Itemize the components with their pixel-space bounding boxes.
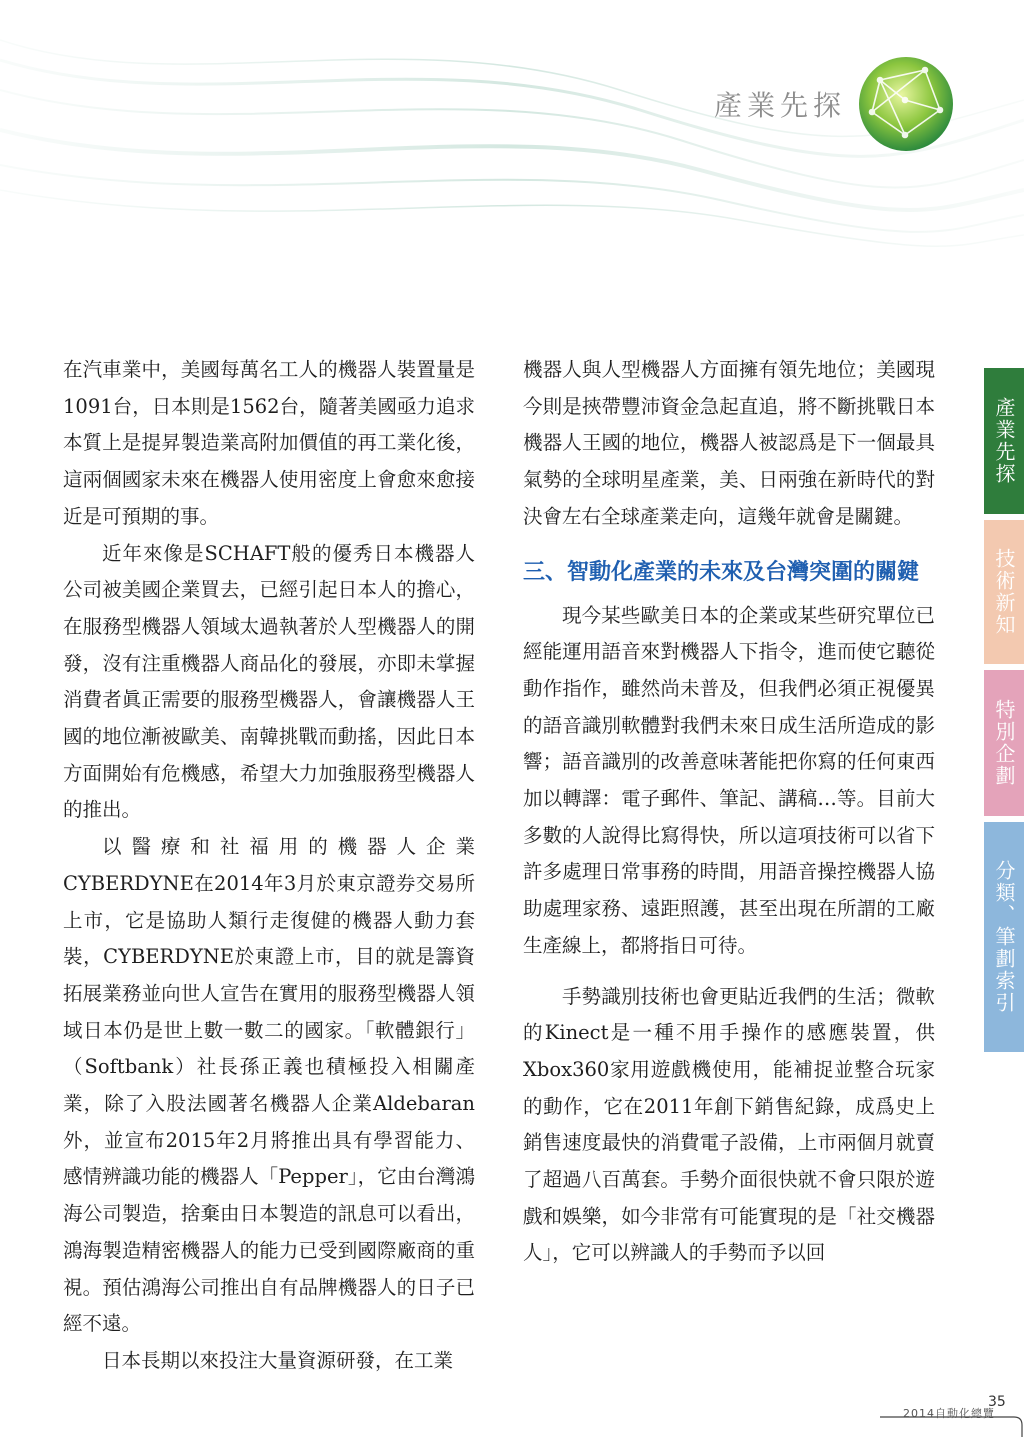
side-tab-special-feature[interactable] [984, 670, 1024, 816]
side-tab-label: 技術新知 [992, 548, 1016, 636]
footer-divider [0, 1395, 1024, 1437]
side-tab-label: 特別企劃 [992, 699, 1016, 787]
side-tab-tech-knowledge[interactable] [984, 520, 1024, 664]
side-tab-label: 分類、筆劃索引 [992, 860, 1016, 1014]
side-tab-index[interactable] [984, 822, 1024, 1052]
paragraph: 日本長期以來投注大量資源研發，在工業 [102, 1348, 454, 1372]
side-tab-label: 產業先探 [992, 397, 1016, 485]
article-left-column [63, 352, 475, 1380]
page-number: 35 [988, 1394, 1006, 1410]
paragraph: 在汽車業中，美國每萬名工人的機器人裝置量是1091台，日本則是1562台，隨著美國亟力追求本質上是提昇製造業高附加價值的再工業化後，這兩個國家未來在機器人使用密度上會愈來愈接近是可預期的事。 [63, 358, 475, 528]
side-tab-industry-outlook[interactable] [984, 368, 1024, 514]
paragraph: 近年來像是SCHAFT般的優秀日本機器人公司被美國企業買去，已經引起日本人的擔心，在服務型機器人領域太過執著於人型機器人的開發，沒有注重機器人商品化的發展，亦即未掌握消費者眞正需要的服務型機器人，會讓機器人王國的地位漸被歐美、南韓挑戰而動搖，因此日本方面開始有危機感，希望大力加強服務型機器人的推出。 [63, 541, 475, 822]
paragraph: 以醫療和社福用的機器人企業CYBERDYNE在2014年3月於東京證券交易所上市，它是協助人類行走復健的機器人動力套裝，CYBERDYNE於東證上市，目的就是籌資拓展業務並向世人宣告在實用的服務型機器人領域日本仍是世上數一數二的國家。「軟體銀行」（Softbank）社長孫正義也積極投入相關產業，除了入股法國著名機器人企業Aldebaran外，並宣布2015年2月將推出具有學習能力、感情辨識功能的機器人「Pepper」，它由台灣鴻海公司製造，捨棄由日本製造的訊息可以看出，鴻海製造精密機器人的能力已受到國際廠商的重視。預估鴻海公司推出自有品牌機器人的日子已經不遠。 [63, 835, 475, 1336]
globe-network-icon [859, 57, 953, 151]
paragraph: 現今某些歐美日本的企業或某些研究單位已經能運用語音來對機器人下指令，進而使它聽從動作指作，雖然尚未普及，但我們必須正視優異的語音識別軟體對我們未來日成生活所造成的影響；語音識別的改善意味著能把你寫的任何東西加以轉譯：電子郵件、筆記、講稿…等。目前大多數的人說得比寫得快，所以這項技術可以省下許多處理日常事務的時間，用語音操控機器人協助處理家務、遠距照護，甚至出現在所謂的工廠生產線上，都將指日可待。 [523, 603, 935, 957]
section-title: 產業先探 [714, 89, 847, 122]
section-heading: 三、智動化產業的未來及台灣突圍的關鍵 [523, 559, 920, 585]
paragraph: 機器人與人型機器人方面擁有領先地位；美國現今則是挾帶豐沛資金急起直追，將不斷挑戰日本機器人王國的地位，機器人被認爲是下一個最具氣勢的全球明星產業，美、日兩強在新時代的對決會左右全球產業走向，這幾年就會是關鍵。 [523, 358, 935, 528]
footer-publication: 2014自動化總覽 [903, 1407, 995, 1420]
paragraph: 手勢識別技術也會更貼近我們的生活；微軟的Kinect是一種不用手操作的感應裝置，供Xbox360家用遊戲機使用，能補捉並整合玩家的動作，它在2011年創下銷售紀錄，成爲史上銷售速度最快的消費電子設備，上市兩個月就賣了超過八百萬套。手勢介面很快就不會只限於遊戲和娛樂，如今非常有可能實現的是「社交機器人」，它可以辨識人的手勢而予以回 [523, 984, 935, 1265]
header-wave-banner [0, 0, 1024, 260]
article-right-column [523, 352, 935, 1272]
